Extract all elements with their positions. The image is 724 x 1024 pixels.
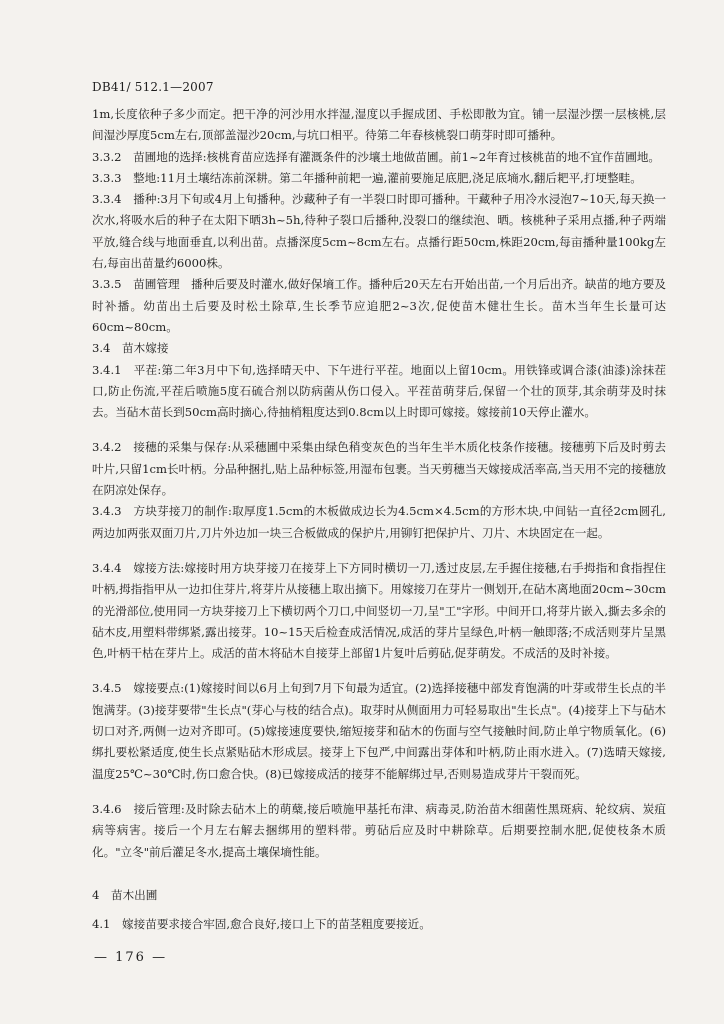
page-number: — 176 — [94, 950, 168, 965]
paragraph: 3.4 苗木嫁接 [92, 341, 169, 356]
paragraph: 4 苗木出圃 [92, 887, 158, 902]
paragraph: 3.3.5 苗圃管理 播种后要及时灌水,做好保墒工作。播种后20天左右开始出苗,一个月后出齐。缺苗的地方要及时补播。幼苗出土后要及时松土除草,生长季节应追肥2~3次,促使苗木健壮生长。苗木当年生长量可达60cm~80cm。 [92, 277, 666, 334]
paragraph: 3.3.4 播种:3月下旬或4月上旬播种。沙藏种子有一半裂口时即可播种。干藏种子用冷水浸泡7~10天,每天换一次水,将吸水后的种子在太阳下晒3h~5h,待种子裂口后播种,没裂口的继续泡、晒。核桃种子采用点播,种子两端平放,缝合线与地面垂直,以利出苗。点播深度5cm~8cm左右。点播行距50cm,株距20cm,每亩播种量100kg左右,每亩出苗量约6000株。 [92, 192, 666, 271]
paragraph: 3.4.3 方块芽接刀的制作:取厚度1.5cm的木板做成边长为4.5cm×4.5cm的方形木块,中间钻一直径2cm圆孔,两边加两张双面刀片,刀片外边加一块三合板做成的保护片,用铆钉把保护片、刀片、木块固定在一起。 [92, 504, 666, 540]
paragraph: 3.4.4 嫁接方法:嫁接时用方块芽接刀在接芽上下方同时横切一刀,透过皮层,左手握住接穗,右手拇指和食指捏住叶柄,拇指指甲从一边扣住芽片,将芽片从接穗上取出摘下。用嫁接刀在芽片一侧划开,在砧木离地面20cm~30cm的光滑部位,使用同一方块芽接刀上下横切两个刀口,中间竖切一刀,呈"工"字形。中间开口,将芽片嵌入,撕去多余的砧木皮,用塑料带绑紧,露出接芽。10~15天后检查成活情况,成活的芽片呈绿色,叶柄一触即落;不成活则芽片呈黑色,叶柄干枯在芽片上。成活的苗木将砧木自接芽上部留1片复叶后剪砧,促芽萌发。不成活的及时补接。 [92, 560, 667, 661]
document-body [92, 104, 666, 935]
paragraph: 3.4.1 平茬:第二年3月中下旬,选择晴天中、下午进行平茬。地面以上留10cm。用铁锋或调合漆(油漆)涂抹茬口,防止伤流,平茬后喷施5度石硫合剂以防病菌从伤口侵入。平茬苗萌芽后,保留一个壮的顶芽,其余萌芽及时抹去。当砧木苗长到50cm高时摘心,待抽梢粗度达到0.8cm以上时即可嫁接。嫁接前10天停止灌水。 [92, 362, 666, 420]
paragraph: 4.1 嫁接苗要求接合牢固,愈合良好,接口上下的苗茎粗度要接近。 [92, 917, 431, 932]
standard-code-header: DB41/ 512.1—2007 [92, 80, 214, 94]
paragraph: 3.4.2 接穗的采集与保存:从采穗圃中采集由绿色稍变灰色的当年生半木质化枝条作接穗。接穗剪下后及时剪去叶片,只留1cm长叶柄。分品种捆扎,贴上品种标签,用湿布包裹。当天剪穗当天嫁接成活率高,当天用不完的接穗放在阴凉处保存。 [92, 440, 666, 498]
paragraph: 3.3.3 整地:11月土壤结冻前深耕。第二年播种前耙一遍,灌前要施足底肥,浇足底墒水,翻后耙平,打埂整畦。 [92, 170, 642, 185]
paragraph: 3.4.6 接后管理:及时除去砧木上的萌蘖,接后喷施甲基托布津、病毒灵,防治苗木细菌性黑斑病、轮纹病、炭疽病等病害。接后一个月左右解去捆绑用的塑料带。剪砧后应及时中耕除草。后期要控制水肥,促使枝条木质化。"立冬"前后灌足冬水,提高土壤保墒性能。 [92, 801, 666, 859]
paragraph: 3.4.5 嫁接要点:(1)嫁接时间以6月上旬到7月下旬最为适宜。(2)选择接穗中部发育饱满的叶芽或带生长点的半饱满芽。(3)接芽要带"生长点"(芽心与枝的结合点)。取芽时从侧面用力可轻易取出"生长点"。(4)接芽上下与砧木切口对齐,两侧一边对齐即可。(5)嫁接速度要快,缩短接芽和砧木的伤面与空气接触时间,防止单宁物质氧化。(6)绑扎要松紧适度,使生长点紧贴砧木形成层。接芽上下包严,中间露出芽体和叶柄,防止雨水进入。(7)选晴天嫁接,温度25℃~30℃时,伤口愈合快。(8)已嫁接成活的接芽不能解绑过早,否则易造成芽片干裂而死。 [92, 681, 666, 781]
paragraph: 3.3.2 苗圃地的选择:核桃育苗应选择有灌溉条件的沙壤土地做苗圃。前1~2年育过核桃苗的地不宜作苗圃地。 [92, 149, 661, 164]
paragraph: 1m,长度依种子多少而定。把干净的河沙用水拌湿,湿度以手握成团、手松即散为宜。铺一层湿沙摆一层核桃,层间湿沙厚度5cm左右,顶部盖湿沙20cm,与坑口相平。待第二年春核桃裂口萌芽时即可播种。 [92, 107, 666, 143]
